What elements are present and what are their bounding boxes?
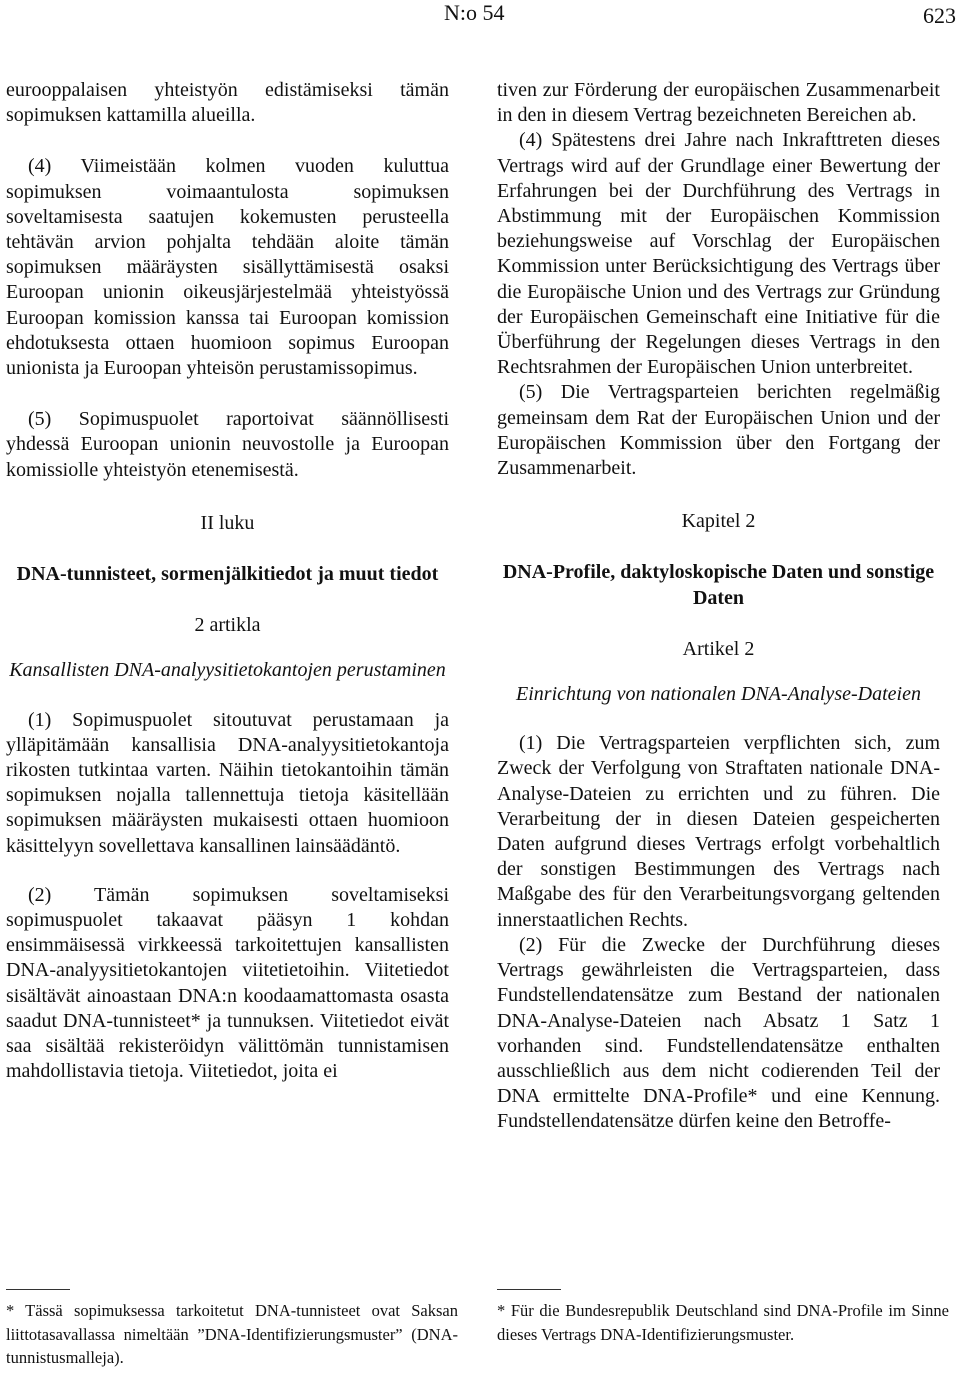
- finnish-column: [6, 78, 449, 1085]
- article-paragraph-2: (2) Tämän sopimuksen soveltamiseksi sopimuspuolet takaavat pääsyn 1 kohdan ensimmäisessä virkkeessä tarkoitettujen kansallisten DNA-analyysitietokantojen viitetietoihin. Viitetiedot sisältävät ainoastaan DNA:n koodaamattomasta osasta saadut DNA-tunnisteet* ja tunnuksen. Viitetiedot eivät saa sisältää rekisteröidyn välittömän tunnistamisen mahdollistavia tietoja. Viitetiedot, joita ei: [6, 883, 449, 1083]
- chapter-label: Kapitel 2: [681, 510, 756, 533]
- footnote-finnish: [6, 1299, 458, 1370]
- footnote-rule: [497, 1289, 561, 1290]
- issue-number: N:o 54: [444, 0, 505, 25]
- footnote-text: * Tässä sopimuksessa tarkoitetut DNA-tunnisteet ovat Saksan liittotasavallassa nimeltään ”DNA-Identifizierungsmuster” (DNA-tunnistusmalleja).: [6, 1301, 458, 1367]
- paragraph-intro: tiven zur Förderung der europäischen Zusammenarbeit in den in diesem Vertrag bezeichneten Bereichen ab.: [497, 79, 940, 127]
- chapter-heading: DNA-Profile, daktyloskopische Daten und sonstige Daten: [502, 561, 935, 609]
- paragraph-intro: eurooppalaisen yhteistyön edistämiseksi tämän sopimuksen kattamilla alueilla.: [6, 79, 449, 127]
- footnote-rule: [6, 1289, 70, 1290]
- chapter-heading: DNA-tunnisteet, sormenjälkitiedot ja muut tiedot: [16, 563, 439, 586]
- page-number: 623: [923, 3, 956, 28]
- footnote-german: [497, 1299, 949, 1346]
- chapter-label: II luku: [200, 511, 255, 534]
- article-label: Artikel 2: [682, 637, 755, 660]
- paragraph-5: (5) Sopimuspuolet raportoivat säännöllisesti yhdessä Euroopan unionin neuvostolle ja Euroopan komissiolle yhteistyön etenemisestä.: [6, 408, 449, 481]
- paragraph-4: (4) Viimeistään kolmen vuoden kuluttua sopimuksen voimaantulosta sopimuksen soveltamisesta saatujen kokemusten perusteella tehtävän arvion pohjalta tehdään aloite tämän sopimuksen määräysten sisällyttämisestä osaksi Euroopan unionin oikeusjärjestelmää yhteistyössä Euroopan komission kanssa tai Euroopan komission ehdotuksesta ottaen huomioon sopimus Euroopan unionista ja Euroopan yhteisön perustamissopimus.: [6, 155, 449, 380]
- article-paragraph-1: (1) Die Vertragsparteien verpflichten sich, zum Zweck der Verfolgung von Straftaten nationale DNA-Analyse-Dateien zu errichten und zu führen. Die Verarbeitung der in diesen Dateien gespeicherten Daten aufgrund dieses Vertrags erfolgt vorbehaltlich der sonstigen Bestimmungen des Vertrags nach Maßgabe des für den Verarbeitungsvorgang geltenden innerstaatlichen Rechts.: [497, 732, 940, 931]
- article-title: Einrichtung von nationalen DNA-Analyse-Dateien: [516, 683, 921, 706]
- footnote-text: * Für die Bundesrepublik Deutschland sind DNA-Profile im Sinne dieses Vertrags DNA-Identifizierungsmuster.: [497, 1301, 949, 1344]
- article-paragraph-2: (2) Für die Zwecke der Durchführung dieses Vertrags gewährleisten die Vertragsparteien, dass Fundstellendatensätze zum Bestand der nationalen DNA-Analyse-Dateien nach Absatz 1 Satz 1 vorhanden sind. Fundstellendatensätze enthalten ausschließlich aus dem nicht codierenden Teil der DNA ermittelte DNA-Profile* und eine Kennung. Fundstellendatensätze dürfen keine den Betroffe-: [497, 933, 940, 1133]
- paragraph-4: (4) Spätestens drei Jahre nach Inkrafttreten dieses Vertrags wird auf der Grundlage einer Bewertung der Erfahrungen bei der Durchführung des Vertrags in Abstimmung mit der Europäischen Kommission beziehungsweise auf Vorschlag der Europäischen Kommission unter Berücksichtigung des Vertrags über die Europäische Union und des Vertrags zur Gründung der Europäischen Gemeinschaft eine Initiative für die Überführung der Regelungen dieses Vertrags in den Rechtsrahmen der Europäischen Union unterbreitet.: [497, 129, 940, 379]
- paragraph-5: (5) Die Vertragsparteien berichten regelmäßig gemeinsam dem Rat der Europäischen Union und der Europäischen Kommission über den Fortgang der Zusammenarbeit.: [497, 381, 940, 480]
- article-label: 2 artikla: [194, 614, 261, 637]
- german-column: [497, 78, 940, 1135]
- article-title: Kansallisten DNA-analyysitietokantojen perustaminen: [9, 659, 446, 682]
- page-header: [0, 0, 960, 40]
- article-paragraph-1: (1) Sopimuspuolet sitoutuvat perustamaan ja ylläpitämään kansallisia DNA-analyysitietokantoja rikosten tutkintaa varten. Näihin tietokantoihin tämän sopimuksen nojalla tallennettuja tietoja käsitellään sopimuksen määräysten mukaisesti ottaen huomioon käsittelyyn sovellettava kansallinen lainsäädäntö.: [6, 708, 449, 857]
